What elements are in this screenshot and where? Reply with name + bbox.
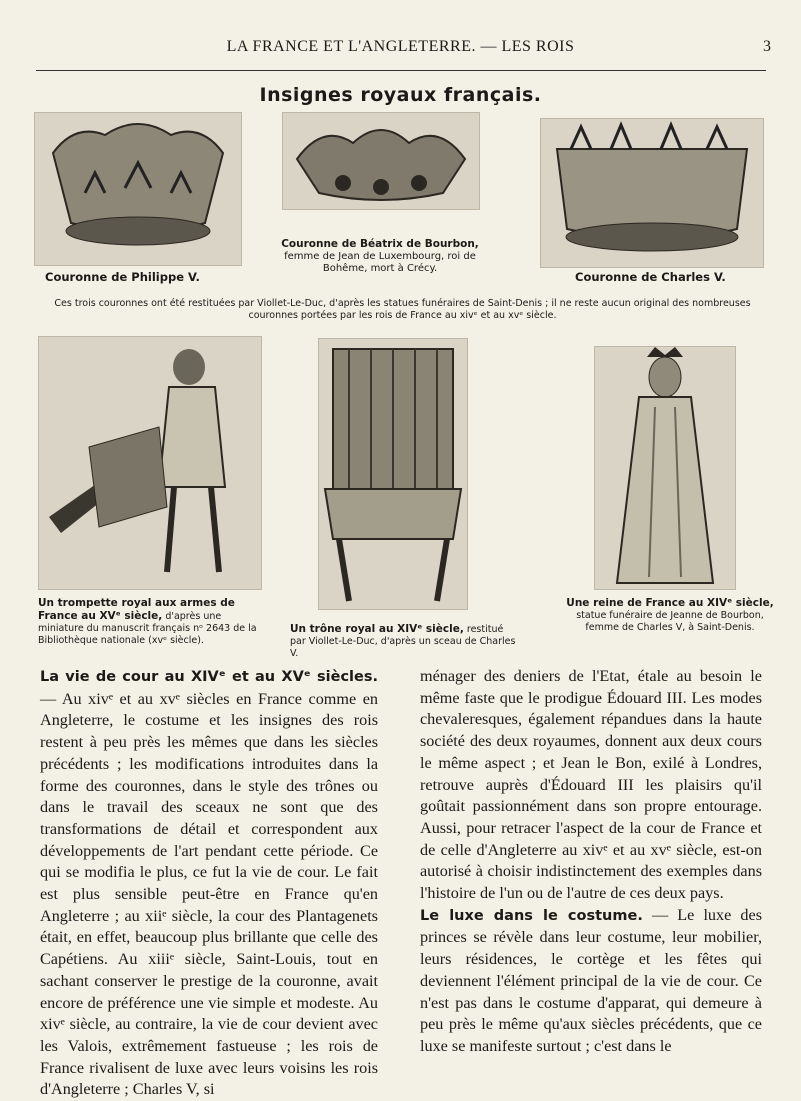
crown-center-illustration xyxy=(282,112,480,210)
left-heading: La vie de cour au XIVᵉ et au XVᵉ siècles. xyxy=(40,669,378,685)
header-rule xyxy=(36,70,766,71)
trumpeter-caption: Un trompette royal aux armes de France au XVᵉ siècle, d'après une miniature du manuscrit français nᵒ 2643 de la Bibliothèque nationale (xvᵉ siècle). xyxy=(38,597,257,646)
plate-title: Insignes royaux français. xyxy=(259,84,542,106)
running-header xyxy=(0,38,801,64)
throne-icon xyxy=(319,339,467,609)
crowns-note: Ces trois couronnes ont été restituées par Viollet-Le-Duc, d'après les statues funéraires de Saint-Denis ; il ne reste aucun original des nombreuses couronnes portées par les rois de France au xivᵉ et au xvᵉ siècle. xyxy=(54,298,751,321)
queen-icon xyxy=(595,347,735,589)
crown-icon xyxy=(541,119,763,267)
throne-caption: Un trône royal au XIVᵉ siècle, restitué par Viollet-Le-Duc, d'après un sceau de Charles V. xyxy=(290,623,516,659)
crown-right-caption: Couronne de Charles V. xyxy=(575,270,726,284)
left-body: — Au xivᵉ et au xvᵉ siècles en France comme en Angleterre, le costume et les insignes des rois restent à peu près les mêmes que dans les siècles précédents ; les modifications introduites dans la forme des couronnes, dans le style des trônes ou dans le travail des sceaux ne sont que des transformations de détail et correspondent aux développements de l'art pendant cette période. Ce qui se modifia le plus, ce fut la vie de cour. Le fait est plus sensible peut-être en France qu'en Angleterre ; au xiiᵉ siècle, la cour des Plantagenets était, en effet, beaucoup plus brillante que celle des Capétiens. Au xiiiᵉ siècle, Saint-Louis, tout en sachant conserver le prestige de la couronne, avait encore de préférence une vie simple et modeste. Au xivᵉ siècle, au contraire, la vie de cour devient avec les Valois, extrêmement fastueuse ; les rois de France rivalisent de luxe avec leurs voisins les rois d'Angleterre ; Charles V, si xyxy=(40,689,378,1099)
crown-left-illustration xyxy=(34,112,242,266)
page-number: 3 xyxy=(763,38,771,55)
queen-illustration xyxy=(594,346,736,590)
throne-illustration xyxy=(318,338,468,610)
crown-icon xyxy=(35,113,241,265)
left-paragraph xyxy=(40,666,378,1101)
right-column xyxy=(420,666,762,1058)
crown-center-caption: Couronne de Béatrix de Bourbon, femme de Jean de Luxembourg, roi de Bohême, mort à Crécy. xyxy=(281,238,479,274)
right-paragraph-2 xyxy=(420,905,762,1058)
trumpeter-icon xyxy=(39,337,261,589)
crown-left-caption: Couronne de Philippe V. xyxy=(45,270,200,284)
trumpeter-illustration xyxy=(38,336,262,590)
right-heading: Le luxe dans le costume. xyxy=(420,907,643,924)
queen-caption: Une reine de France au XIVᵉ siècle, statue funéraire de Jeanne de Bourbon, femme de Charles V, à Saint-Denis. xyxy=(566,597,774,633)
right-body: — Le luxe des princes se révèle dans leur costume, leur mobilier, leurs résidences, le cortège et les fêtes qui deviennent l'élément principal de la vie de cour. Ce n'est pas dans le costume d'apparat, qui demeure à peu près le même qu'aux siècles précédents, que ce luxe se manifeste surtout ; c'est dans le xyxy=(420,905,763,1055)
crown-right-illustration xyxy=(540,118,764,268)
left-column xyxy=(40,666,378,1101)
right-paragraph-1: ménager des deniers de l'Etat, étale au besoin le même faste que le prodigue Édouard III. Les modes chevaleresques, également répandues dans la haute société des deux royaumes, donnent aux deux cours le même aspect ; et Jean le Bon, exilé à Londres, retrouve auprès d'Édouard III les plaisirs qu'il goûtait passionnément dans son propre entourage. Aussi, pour retracer l'aspect de la cour de France et de celle d'Angleterre au xivᵉ et au xvᵉ siècle, est-on autorisé à choisir indistinctement des exemples dans l'histoire de l'un ou de l'autre de ces deux pays. xyxy=(420,667,762,903)
running-title: LA FRANCE ET L'ANGLETERRE. — LES ROIS xyxy=(226,38,575,55)
crown-icon xyxy=(283,113,479,209)
